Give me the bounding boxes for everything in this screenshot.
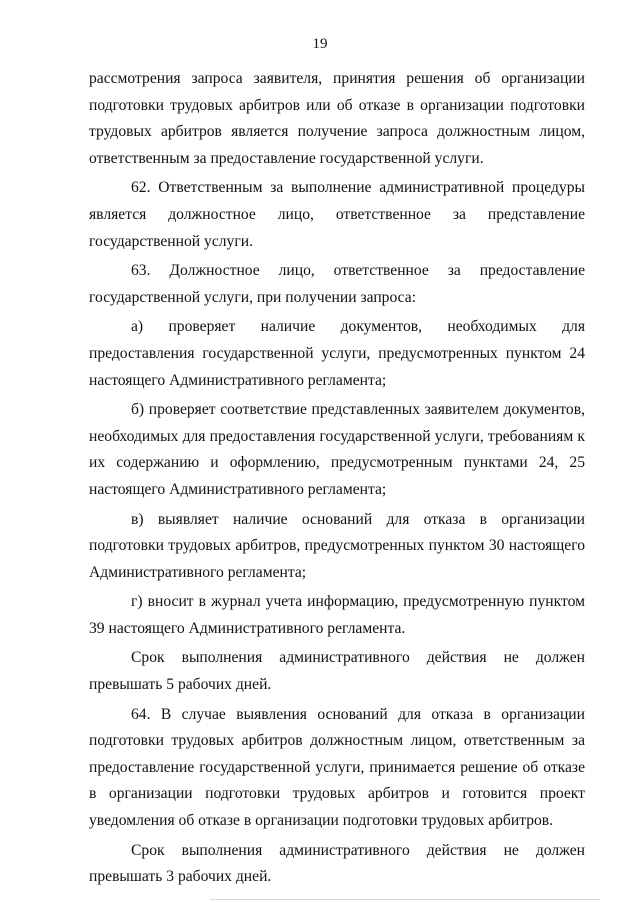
paragraph-63: 63. Должностное лицо, ответственное за предоставление государственной услуги, при получении запроса:: [89, 262, 585, 306]
page-number: 19: [312, 36, 328, 52]
scan-edge-line: [210, 899, 600, 900]
paragraph-63-b: б) проверяет соответствие представленных заявителем документов, необходимых для предоставления государственной услуги, требованиям к их содержанию и оформлению, предусмотренным пунктами 24, 25 настоящего Административного регламента;: [89, 401, 585, 498]
document-body: [89, 66, 585, 894]
paragraph-deadline-2: Срок выполнения административного действия не должен превышать 3 рабочих дней.: [89, 841, 585, 886]
paragraph-63-g: г) вносит в журнал учета информацию, предусмотренную пунктом 39 настоящего Административного регламента.: [89, 593, 585, 637]
paragraph-63-v: в) выявляет наличие оснований для отказа в организации подготовки трудовых арбитров, предусмотренных пунктом 30 настоящего Административного регламента;: [89, 510, 585, 581]
paragraph-deadline-1: Срок выполнения административного действия не должен превышать 5 рабочих дней.: [89, 649, 585, 694]
paragraph-62: 62. Ответственным за выполнение административной процедуры является должностное лицо, ответственное за представление государственной услуги.: [89, 179, 585, 250]
paragraph-63-a: а) проверяет наличие документов, необходимых для предоставления государственной услуги, предусмотренных пунктом 24 настоящего Административного регламента;: [89, 318, 585, 389]
paragraph-64: 64. В случае выявления оснований для отказа в организации подготовки трудовых арбитров должностным лицом, ответственным за предоставление государственной услуги, принимается решение об отказе в организации подготовки трудовых арбитров и готовится проект уведомления об отказе в организации подготовки трудовых арбитров.: [89, 705, 585, 830]
paragraph-continuation: рассмотрения запроса заявителя, принятия решения об организации подготовки трудовых арбитров или об отказе в организации подготовки трудовых арбитров является получение запроса должностным лицом, ответственным за предоставление государственной услуги.: [89, 70, 585, 167]
